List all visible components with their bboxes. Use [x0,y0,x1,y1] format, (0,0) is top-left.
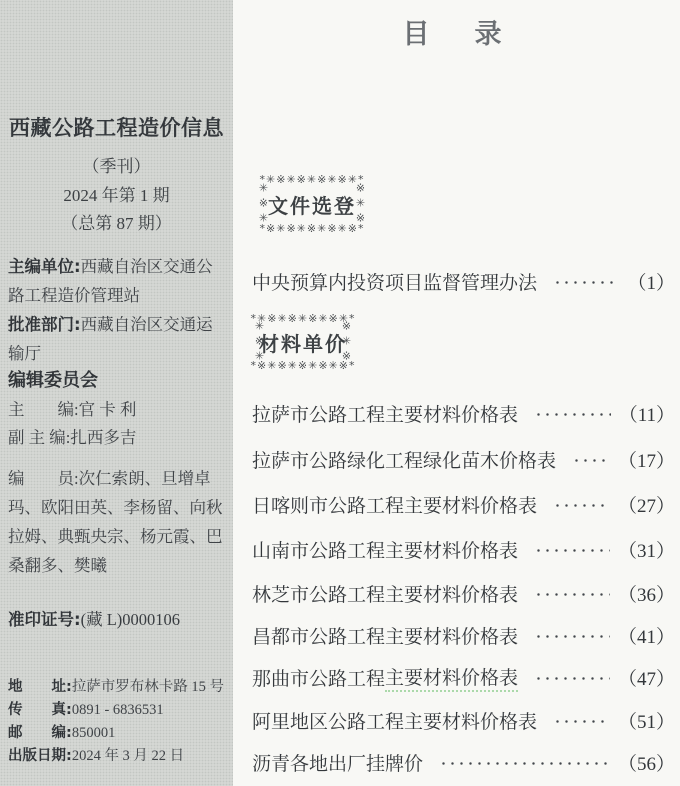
toc-entry [252,268,675,294]
entry-title: 阿里地区公路工程主要材料价格表 [252,711,538,733]
entry-page-number: （56） [617,753,675,775]
fax-label: 传 真: [8,702,72,718]
journal-subtitle: （季刊） [82,157,151,176]
entry-page-number: （47） [617,668,675,690]
masthead-panel [0,0,233,786]
dot-leader [553,707,610,733]
journal-title: 西藏公路工程造价信息 [9,116,224,140]
entry-title-part: 那曲市公路工程 [252,668,386,690]
approver-label: 批准部门: [8,315,81,334]
approver-value: 西藏自治区交通运输厅 [8,315,213,363]
entry-page-number: （17） [617,450,675,472]
members-label: 编 员: [8,469,79,488]
postcode-line [8,722,225,745]
deputy-editor-value: 扎西多吉 [70,428,137,447]
entry-page-number: （41） [617,626,675,648]
dot-leader [439,749,610,775]
ornament-border-bottom: *※✳※✳※✳※✳※* [250,359,356,372]
dot-leader [534,400,611,426]
entry-page-number: （51） [617,711,675,733]
address-label: 地 址: [8,679,72,695]
pubdate-label: 出版日期: [8,748,72,764]
section-label-documents: 文件选登 [268,193,356,218]
ornament-border-bottom: *※✳※✳※✳※✳※* [259,222,365,235]
toc-entry [252,749,675,775]
entry-title: 昌都市公路工程主要材料价格表 [252,626,519,648]
journal-issue: 2024 年第 1 期 [63,186,170,205]
pubdate-value: 2024 年 3 月 22 日 [71,748,185,764]
entry-page-number: （1） [627,272,675,294]
toc-entry [252,664,675,690]
dot-leader [534,580,610,606]
toc-entry [252,622,675,648]
members-value: 次仁索朗、旦增卓玛、欧阳田英、李杨留、向秋拉姆、典甄央宗、杨元霞、巴桑翻多、樊曦 [8,469,223,575]
ornament-border-top: *✳※✳※✳※✳※✳* [250,312,356,325]
dot-leader [534,664,610,690]
license-value: (藏 L)0000106 [80,610,181,629]
license-line [0,606,233,630]
toc-column [233,0,680,786]
chief-editor-line [0,395,233,424]
publisher-block [0,252,233,368]
address-value: 拉萨市罗布林卡路 15 号 [71,679,225,695]
committee-heading: 编辑委员会 [8,370,98,391]
journal-volume: （总第 87 期） [61,214,172,233]
section-box-documents [257,175,367,233]
ornament-border-right: ※✳※ [354,181,367,227]
address-line [8,676,225,699]
ornament-border-left: ✳※✳ [257,181,270,227]
postcode-value: 850001 [71,725,116,741]
toc-entry [252,707,675,733]
license-label: 准印证号: [8,610,81,629]
entry-title: 拉萨市公路工程主要材料价格表 [252,404,519,426]
section-box-materials [250,312,356,372]
fax-line [8,699,225,722]
section-label-materials: 材料单价 [259,331,347,356]
dot-leader [553,491,610,517]
postcode-label: 邮 编: [8,725,72,741]
pubdate-line [8,745,225,768]
page-title: 目 录 [402,19,511,50]
entry-title: 沥青各地出厂挂牌价 [252,753,424,775]
chief-editor-value: 官 卡 利 [78,400,137,419]
entry-page-number: （31） [617,540,675,562]
entry-title: 林芝市公路工程主要材料价格表 [252,584,519,606]
contact-block [0,676,233,768]
entry-page-number: （36） [617,584,675,606]
ornament-border-right: ※✳※ [340,319,353,365]
publisher-label: 主编单位: [8,257,81,276]
toc-entry [252,400,675,426]
fax-value: 0891 - 6836531 [71,702,164,718]
toc-entry [252,580,675,606]
toc-entry [252,446,675,472]
deputy-editor-line [0,423,233,452]
entry-title: 拉萨市公路绿化工程绿化苗木价格表 [252,450,557,472]
publisher-value: 西藏自治区交通公路工程造价管理站 [8,257,213,305]
toc-entry [252,491,675,517]
entry-title: 山南市公路工程主要材料价格表 [252,540,519,562]
toc-entry [252,536,675,562]
chief-editor-label: 主 编: [8,400,79,419]
dot-leader [572,446,610,472]
dot-leader [534,536,610,562]
entry-page-number: （27） [617,495,675,517]
members-block [0,464,233,580]
ornament-border-left: ✳※✳ [253,319,266,365]
entry-title: 中央预算内投资项目监督管理办法 [252,272,538,294]
deputy-editor-label: 副 主 编: [8,428,71,447]
entry-title: 日喀则市公路工程主要材料价格表 [252,495,538,517]
entry-page-number: （11） [618,404,675,426]
dot-leader [553,268,619,294]
ornament-border-top: *✳※✳※✳※✳※✳* [259,173,365,186]
dot-leader [534,622,610,648]
entry-title-part-underlined: 主要材料价格表 [385,663,518,692]
